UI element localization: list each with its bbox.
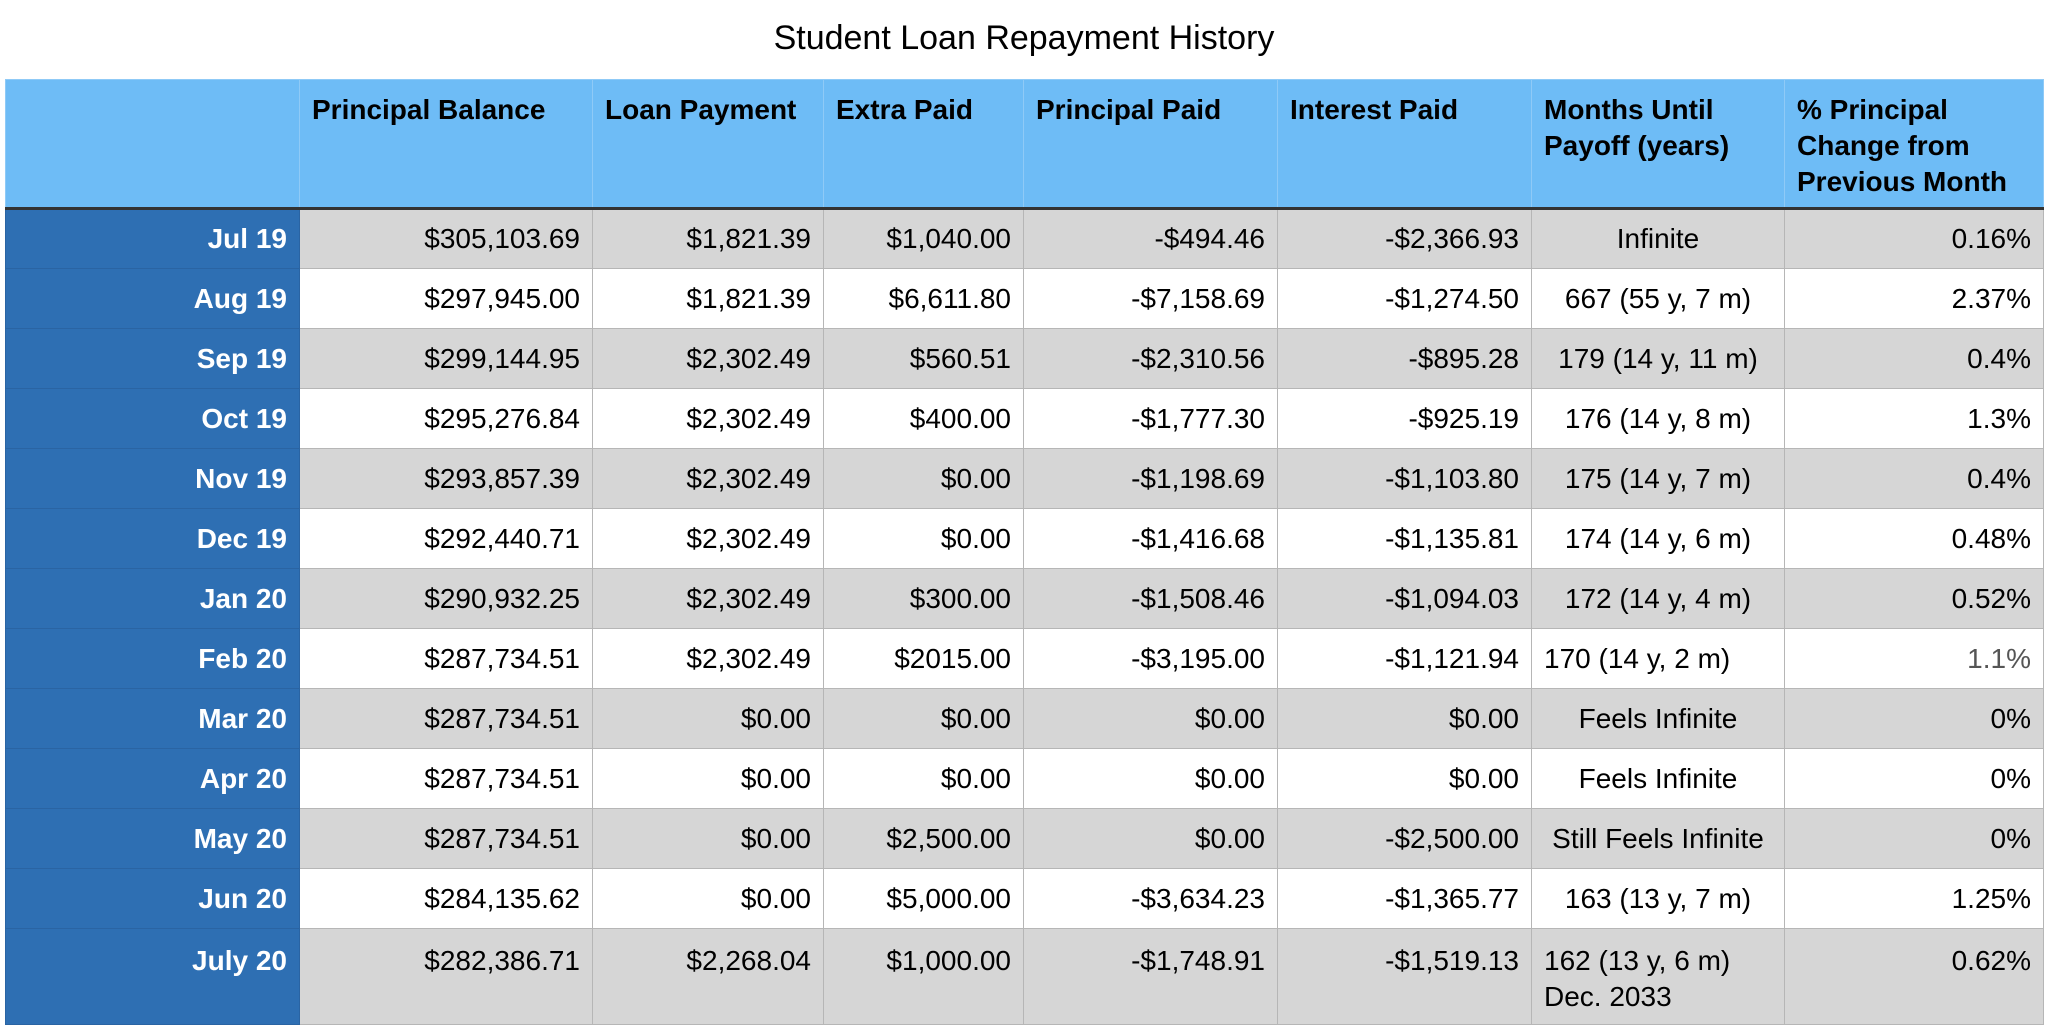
cell-payment: $2,302.49 bbox=[593, 449, 824, 509]
header-loan-payment: Loan Payment bbox=[593, 80, 824, 209]
row-month: Jan 20 bbox=[6, 569, 300, 629]
cell-payoff: 179 (14 y, 11 m) bbox=[1532, 329, 1785, 389]
header-months-until-payoff: Months Until Payoff (years) bbox=[1532, 80, 1785, 209]
cell-extra: $0.00 bbox=[824, 749, 1024, 809]
row-month: Sep 19 bbox=[6, 329, 300, 389]
cell-change: 0% bbox=[1785, 809, 2044, 869]
cell-principal: -$3,634.23 bbox=[1024, 869, 1278, 929]
payoff-months: 162 (13 y, 6 m) bbox=[1544, 945, 1731, 976]
cell-extra: $2015.00 bbox=[824, 629, 1024, 689]
cell-payoff: 175 (14 y, 7 m) bbox=[1532, 449, 1785, 509]
header-principal-balance: Principal Balance bbox=[300, 80, 593, 209]
cell-payment: $2,302.49 bbox=[593, 389, 824, 449]
table-row bbox=[6, 389, 2044, 449]
cell-payoff: 174 (14 y, 6 m) bbox=[1532, 509, 1785, 569]
header-corner bbox=[6, 80, 300, 209]
cell-payment: $2,302.49 bbox=[593, 629, 824, 689]
cell-change: 0.62% bbox=[1785, 929, 2044, 1025]
cell-interest: -$1,094.03 bbox=[1278, 569, 1532, 629]
table-row bbox=[6, 209, 2044, 269]
cell-payment: $1,821.39 bbox=[593, 269, 824, 329]
table-row bbox=[6, 329, 2044, 389]
cell-payment: $2,302.49 bbox=[593, 329, 824, 389]
cell-payment: $0.00 bbox=[593, 869, 824, 929]
cell-payment: $0.00 bbox=[593, 809, 824, 869]
cell-payoff: Still Feels Infinite bbox=[1532, 809, 1785, 869]
cell-change: 2.37% bbox=[1785, 269, 2044, 329]
table-row bbox=[6, 269, 2044, 329]
cell-payment: $1,821.39 bbox=[593, 209, 824, 269]
cell-principal: $0.00 bbox=[1024, 749, 1278, 809]
table-row bbox=[6, 929, 2044, 1025]
cell-balance: $299,144.95 bbox=[300, 329, 593, 389]
cell-payoff bbox=[1532, 929, 1785, 1025]
row-month: Feb 20 bbox=[6, 629, 300, 689]
header-principal-change: % Principal Change from Previous Month bbox=[1785, 80, 2044, 209]
cell-principal: -$2,310.56 bbox=[1024, 329, 1278, 389]
cell-principal: -$1,777.30 bbox=[1024, 389, 1278, 449]
header-interest-paid: Interest Paid bbox=[1278, 80, 1532, 209]
table-row bbox=[6, 869, 2044, 929]
cell-balance: $293,857.39 bbox=[300, 449, 593, 509]
cell-change: 1.25% bbox=[1785, 869, 2044, 929]
table-row bbox=[6, 569, 2044, 629]
cell-extra: $0.00 bbox=[824, 509, 1024, 569]
cell-balance: $287,734.51 bbox=[300, 809, 593, 869]
cell-change: 0.4% bbox=[1785, 449, 2044, 509]
cell-interest: -$925.19 bbox=[1278, 389, 1532, 449]
cell-change: 1.3% bbox=[1785, 389, 2044, 449]
table-row bbox=[6, 689, 2044, 749]
row-month: May 20 bbox=[6, 809, 300, 869]
cell-principal: -$7,158.69 bbox=[1024, 269, 1278, 329]
cell-principal: -$1,508.46 bbox=[1024, 569, 1278, 629]
cell-interest: -$895.28 bbox=[1278, 329, 1532, 389]
table-row bbox=[6, 809, 2044, 869]
cell-extra: $0.00 bbox=[824, 449, 1024, 509]
cell-interest: -$1,365.77 bbox=[1278, 869, 1532, 929]
cell-payoff: Infinite bbox=[1532, 209, 1785, 269]
cell-payment: $2,268.04 bbox=[593, 929, 824, 1025]
table-row bbox=[6, 509, 2044, 569]
cell-balance: $284,135.62 bbox=[300, 869, 593, 929]
cell-payment: $0.00 bbox=[593, 749, 824, 809]
cell-extra: $300.00 bbox=[824, 569, 1024, 629]
cell-principal: -$494.46 bbox=[1024, 209, 1278, 269]
table-row bbox=[6, 749, 2044, 809]
cell-payoff: 172 (14 y, 4 m) bbox=[1532, 569, 1785, 629]
cell-interest: -$1,121.94 bbox=[1278, 629, 1532, 689]
cell-payoff: Feels Infinite bbox=[1532, 749, 1785, 809]
cell-extra: $560.51 bbox=[824, 329, 1024, 389]
cell-change: 0.48% bbox=[1785, 509, 2044, 569]
row-month: Mar 20 bbox=[6, 689, 300, 749]
cell-payoff: 170 (14 y, 2 m) bbox=[1532, 629, 1785, 689]
cell-balance: $287,734.51 bbox=[300, 689, 593, 749]
cell-interest: $0.00 bbox=[1278, 689, 1532, 749]
cell-payment: $2,302.49 bbox=[593, 509, 824, 569]
cell-balance: $290,932.25 bbox=[300, 569, 593, 629]
cell-balance: $287,734.51 bbox=[300, 629, 593, 689]
cell-interest: -$1,103.80 bbox=[1278, 449, 1532, 509]
row-month: Dec 19 bbox=[6, 509, 300, 569]
cell-balance: $305,103.69 bbox=[300, 209, 593, 269]
row-month: Oct 19 bbox=[6, 389, 300, 449]
header-extra-paid: Extra Paid bbox=[824, 80, 1024, 209]
cell-balance: $287,734.51 bbox=[300, 749, 593, 809]
cell-change: 0% bbox=[1785, 689, 2044, 749]
cell-extra: $1,040.00 bbox=[824, 209, 1024, 269]
cell-change: 0.16% bbox=[1785, 209, 2044, 269]
row-month: Jun 20 bbox=[6, 869, 300, 929]
cell-change: 0% bbox=[1785, 749, 2044, 809]
header-row bbox=[6, 80, 2044, 209]
cell-payment: $2,302.49 bbox=[593, 569, 824, 629]
cell-interest: -$2,366.93 bbox=[1278, 209, 1532, 269]
cell-principal: -$3,195.00 bbox=[1024, 629, 1278, 689]
cell-interest: -$1,519.13 bbox=[1278, 929, 1532, 1025]
cell-interest: -$1,135.81 bbox=[1278, 509, 1532, 569]
table-title: Student Loan Repayment History bbox=[773, 19, 1275, 57]
cell-interest: -$1,274.50 bbox=[1278, 269, 1532, 329]
cell-extra: $0.00 bbox=[824, 689, 1024, 749]
cell-extra: $1,000.00 bbox=[824, 929, 1024, 1025]
repayment-table bbox=[5, 79, 2044, 1025]
cell-change: 1.1% bbox=[1785, 629, 2044, 689]
cell-interest: $0.00 bbox=[1278, 749, 1532, 809]
cell-extra: $5,000.00 bbox=[824, 869, 1024, 929]
cell-payoff: 667 (55 y, 7 m) bbox=[1532, 269, 1785, 329]
cell-balance: $295,276.84 bbox=[300, 389, 593, 449]
row-month: Nov 19 bbox=[6, 449, 300, 509]
cell-interest: -$2,500.00 bbox=[1278, 809, 1532, 869]
cell-principal: $0.00 bbox=[1024, 689, 1278, 749]
cell-payment: $0.00 bbox=[593, 689, 824, 749]
table-row bbox=[6, 449, 2044, 509]
cell-extra: $6,611.80 bbox=[824, 269, 1024, 329]
cell-payoff: 163 (13 y, 7 m) bbox=[1532, 869, 1785, 929]
cell-payoff: Feels Infinite bbox=[1532, 689, 1785, 749]
row-month: Jul 19 bbox=[6, 209, 300, 269]
cell-balance: $292,440.71 bbox=[300, 509, 593, 569]
cell-principal: -$1,198.69 bbox=[1024, 449, 1278, 509]
cell-extra: $400.00 bbox=[824, 389, 1024, 449]
cell-principal: -$1,748.91 bbox=[1024, 929, 1278, 1025]
cell-extra: $2,500.00 bbox=[824, 809, 1024, 869]
header-principal-paid: Principal Paid bbox=[1024, 80, 1278, 209]
cell-change: 0.52% bbox=[1785, 569, 2044, 629]
table-row bbox=[6, 629, 2044, 689]
row-month: Apr 20 bbox=[6, 749, 300, 809]
cell-change: 0.4% bbox=[1785, 329, 2044, 389]
cell-balance: $282,386.71 bbox=[300, 929, 593, 1025]
cell-principal: -$1,416.68 bbox=[1024, 509, 1278, 569]
row-month: Aug 19 bbox=[6, 269, 300, 329]
cell-payoff: 176 (14 y, 8 m) bbox=[1532, 389, 1785, 449]
cell-balance: $297,945.00 bbox=[300, 269, 593, 329]
payoff-date: Dec. 2033 bbox=[1544, 981, 1672, 1012]
cell-principal: $0.00 bbox=[1024, 809, 1278, 869]
row-month: July 20 bbox=[6, 929, 300, 1025]
